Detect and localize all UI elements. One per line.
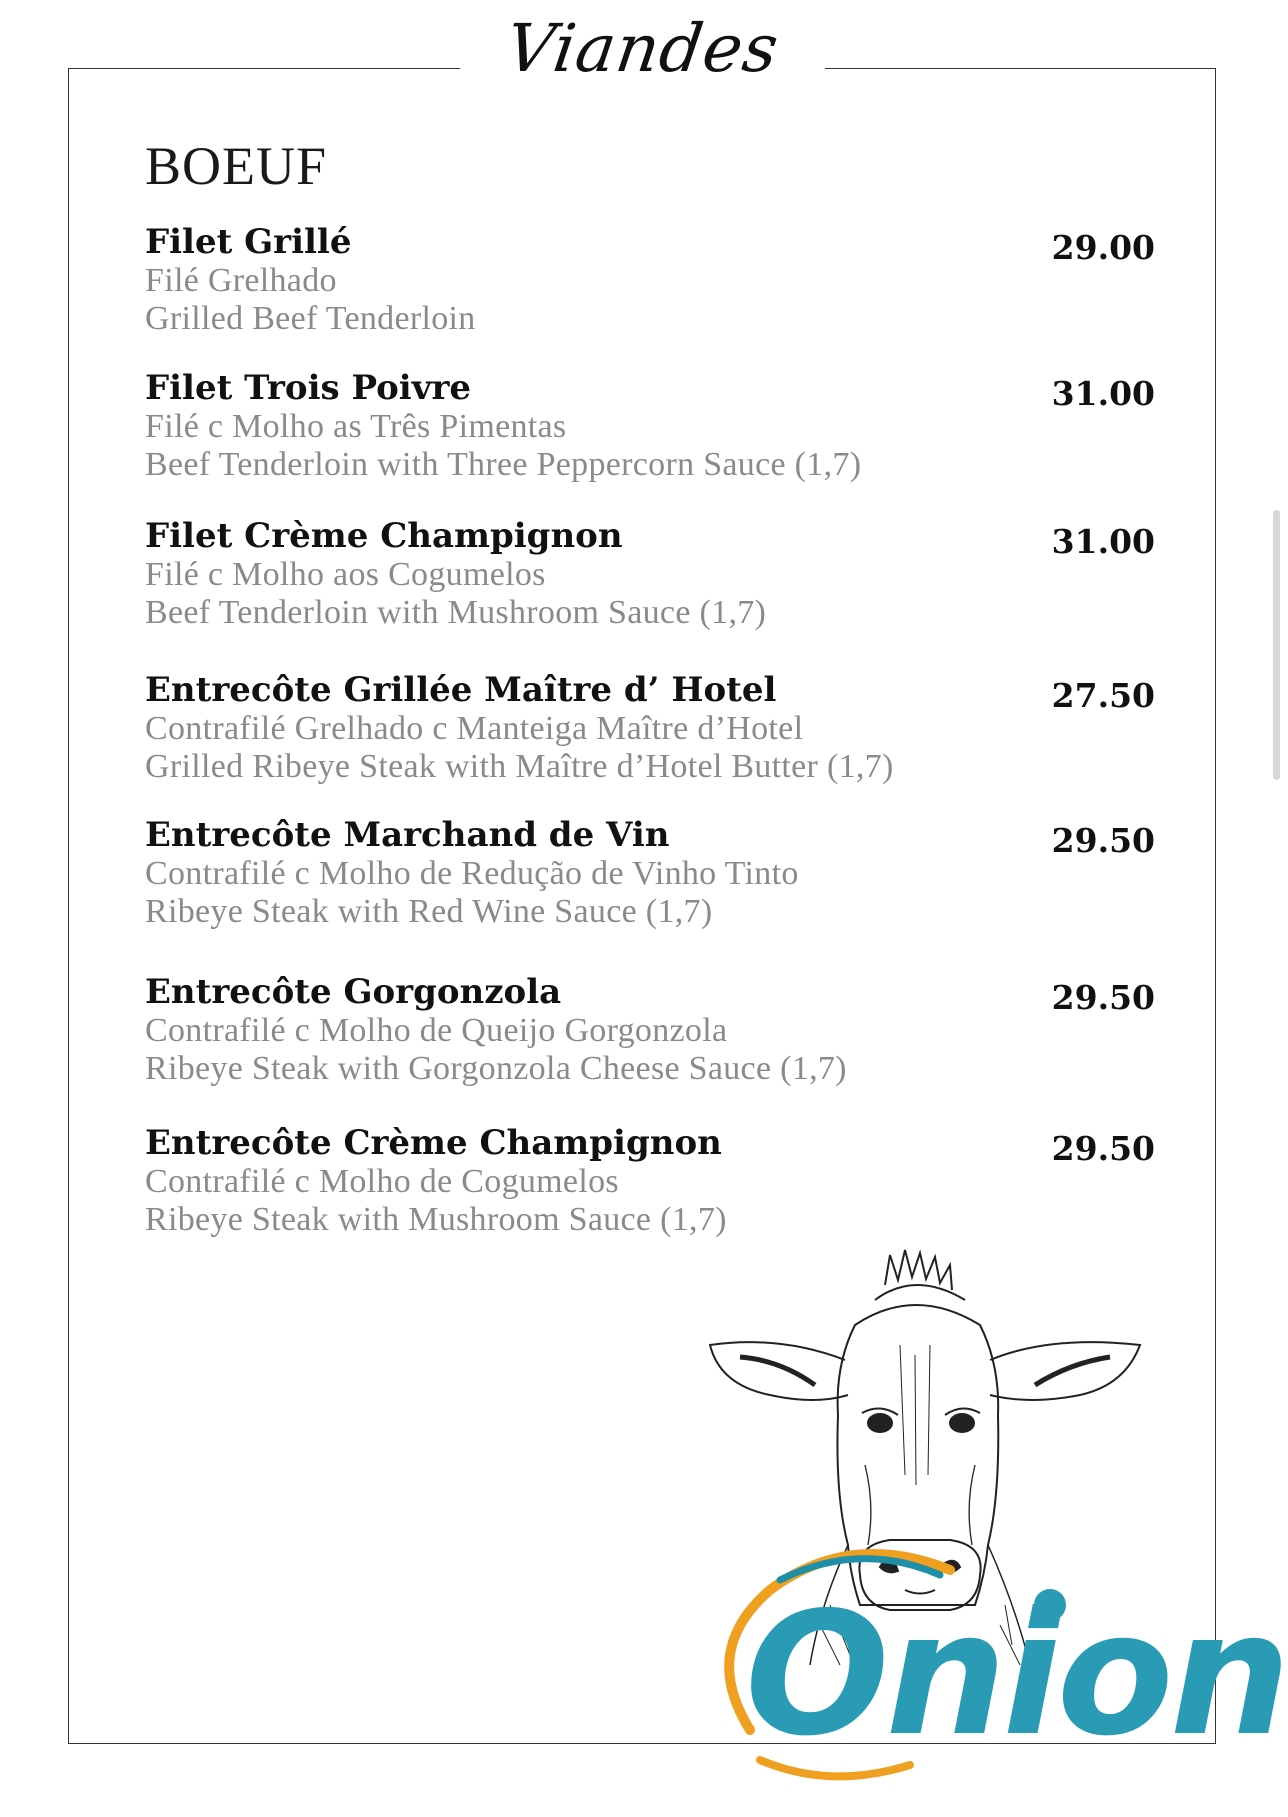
item-price: 29.50 xyxy=(1051,978,1155,1017)
item-description-pt: Filé Grelhado xyxy=(145,262,337,299)
item-name: Entrecôte Marchand de Vin xyxy=(145,815,670,855)
item-description-pt: Contrafilé c Molho de Redução de Vinho Tinto xyxy=(145,855,799,892)
page-title: Viandes xyxy=(501,10,784,87)
item-price: 27.50 xyxy=(1051,676,1155,715)
item-price: 29.50 xyxy=(1051,1129,1155,1168)
item-price: 31.00 xyxy=(1051,522,1155,561)
menu-item xyxy=(145,516,1155,632)
item-description-pt: Contrafilé Grelhado c Manteiga Maître d’Hotel xyxy=(145,710,804,747)
menu-item xyxy=(145,222,1155,338)
item-description-pt: Contrafilé c Molho de Queijo Gorgonzola xyxy=(145,1012,728,1049)
onion-logo-text: Onion xyxy=(745,1576,1287,1774)
item-description-en: Grilled Ribeye Steak with Maître d’Hotel Butter (1,7) xyxy=(145,748,894,785)
item-description-en: Beef Tenderloin with Mushroom Sauce (1,7) xyxy=(145,594,767,631)
item-description-en: Ribeye Steak with Red Wine Sauce (1,7) xyxy=(145,893,713,930)
menu-item xyxy=(145,815,1155,931)
item-description-en: Beef Tenderloin with Three Peppercorn Sauce (1,7) xyxy=(145,446,862,483)
item-name: Entrecôte Grillée Maître d’ Hotel xyxy=(145,670,777,710)
item-name: Entrecôte Crème Champignon xyxy=(145,1123,722,1163)
item-price: 29.50 xyxy=(1051,821,1155,860)
item-description-pt: Filé c Molho as Três Pimentas xyxy=(145,408,567,445)
item-price: 29.00 xyxy=(1051,228,1155,267)
section-title: BOEUF xyxy=(145,136,328,196)
menu-item xyxy=(145,670,1155,786)
item-price: 31.00 xyxy=(1051,374,1155,413)
item-description-en: Ribeye Steak with Mushroom Sauce (1,7) xyxy=(145,1201,727,1238)
item-description-en: Grilled Beef Tenderloin xyxy=(145,300,476,337)
menu-item xyxy=(145,972,1155,1088)
item-name: Filet Trois Poivre xyxy=(145,368,472,408)
item-description-pt: Contrafilé c Molho de Cogumelos xyxy=(145,1163,619,1200)
scrollbar[interactable] xyxy=(1273,510,1280,780)
item-description-pt: Filé c Molho aos Cogumelos xyxy=(145,556,546,593)
menu-item xyxy=(145,368,1155,484)
item-name: Filet Crème Champignon xyxy=(145,516,623,556)
item-description-en: Ribeye Steak with Gorgonzola Cheese Sauce (1,7) xyxy=(145,1050,847,1087)
menu-item xyxy=(145,1123,1155,1239)
item-name: Filet Grillé xyxy=(145,222,352,262)
item-name: Entrecôte Gorgonzola xyxy=(145,972,562,1012)
